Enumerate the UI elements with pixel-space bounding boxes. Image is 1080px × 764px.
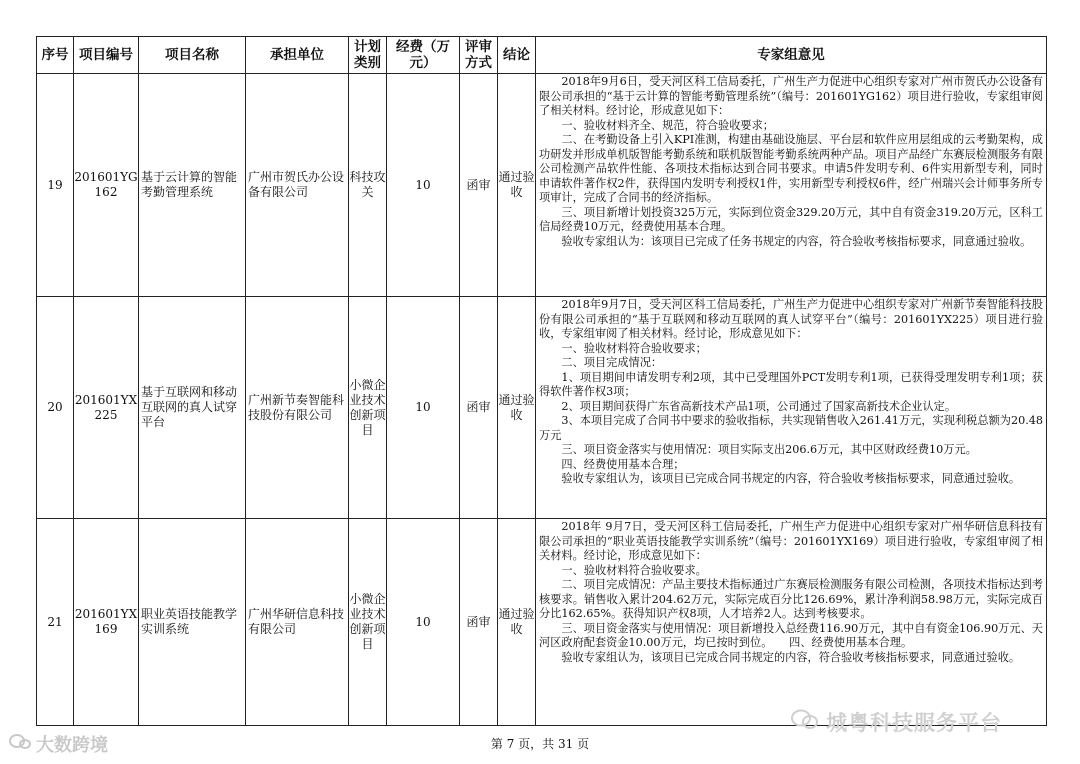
row-review: 函审 <box>460 519 498 726</box>
watermark-left-text: 大数跨境 <box>36 735 108 756</box>
row-seq: 19 <box>37 74 74 297</box>
opinion-paragraph: 验收专家组认为：该项目已完成了任务书规定的内容，符合验收考核指标要求，同意通过验收。 <box>561 234 1032 248</box>
row-funding: 10 <box>387 297 460 519</box>
header-conclusion: 结论 <box>498 37 536 74</box>
row-seq: 21 <box>37 519 74 726</box>
opinion-paragraph: 二、项目完成情况： <box>561 356 663 369</box>
header-funding: 经费（万元） <box>387 37 460 74</box>
opinion-paragraph: 2018年9月6日，受天河区科工信局委托，广州生产力促进中心组织专家对广州市贺氏办公设备有限公司承担的“基于云计算的智能考勤管理系统”（编号：201601YG162）项目进行验收，专家组审阅了相关材料。经讨论，形成意见如下： <box>539 75 1043 117</box>
opinion-paragraph: 2018年9月7日，受天河区科工信局委托，广州生产力促进中心组织专家对广州新节奏智能科技股份有限公司承担的“基于互联网和移动互联网的真人试穿平台”（编号：201601YX225）项目进行验收，专家组审阅了相关材料。经讨论，形成意见如下： <box>539 298 1043 340</box>
header-review: 评审方式 <box>460 37 498 74</box>
header-unit: 承担单位 <box>246 37 349 74</box>
opinion-paragraph: 验收专家组认为，该项目已完成合同书规定的内容，符合验收考核指标要求，同意通过验收。 <box>561 472 1021 485</box>
opinion-paragraph: 三、项目资金落实与使用情况：项目实际支出206.6万元，其中区财政经费10万元。 <box>561 443 977 456</box>
opinion-paragraph: 验收专家组认为，该项目已完成合同书规定的内容，符合验收考核指标要求，同意通过验收。 <box>561 650 1021 664</box>
opinion-paragraph: 一、验收材料符合验收要求。 <box>561 563 707 577</box>
opinion-paragraph: 一、验收材料符合验收要求； <box>561 341 707 355</box>
opinion-paragraph: 二、在考勤设备上引入KPI准测，构建由基础设施层、平台层和软件应用层组成的云考勤架构，成功研发并形成单机版智能考勤系统和联机版智能考勤系统两种产品。项目产品经广东赛辰检测服务有限公司检测产品软件性能、各项技术指标达到合同书要求。申请5件发明专利、6件实用新型专利，同时申请软件著作权2件，获得国内发明专利授权1件，实用新型专利授权6件，经广州瑞兴会计师事务所专项审计，完成了合同书的经济指标。 <box>539 133 1043 204</box>
opinion-paragraph: 3、本项目完成了合同书中要求的验收指标，共实现销售收入261.41万元，实现利税总额为20.48万元 <box>539 414 1043 442</box>
row-seq: 20 <box>37 297 74 519</box>
wechat-icon <box>790 708 820 737</box>
row-unit: 广州市贺氏办公设备有限公司 <box>246 74 349 297</box>
table-row <box>37 297 1047 519</box>
row-code: 201601YX225 <box>74 297 139 519</box>
row-opinion <box>536 297 1047 519</box>
row-opinion <box>536 519 1047 726</box>
opinion-paragraph: 2、项目期间获得广东省高新技术产品1项，公司通过了国家高新技术企业认定。 <box>561 399 957 413</box>
row-name: 基于云计算的智能考勤管理系统 <box>139 74 246 297</box>
row-plan-type: 小微企业技术创新项目 <box>349 519 387 726</box>
table-row <box>37 519 1047 726</box>
row-plan-type: 科技攻关 <box>349 74 387 297</box>
project-acceptance-table <box>36 36 1047 726</box>
opinion-paragraph: 1、项目期间申请发明专利2项，其中已受理国外PCT发明专利1项，已获得受理发明专利1项；获得软件著作权3项； <box>539 370 1043 398</box>
opinion-paragraph: 三、项目新增计划投资325万元，实际到位资金329.20万元，其中自有资金319.20万元，区科工信局经费10万元，经费使用基本合理。 <box>539 205 1043 233</box>
row-plan-type: 小微企业技术创新项目 <box>349 297 387 519</box>
table-row <box>37 74 1047 297</box>
row-funding: 10 <box>387 74 460 297</box>
header-name: 项目名称 <box>139 37 246 74</box>
row-opinion <box>536 74 1047 297</box>
watermark-right-text: 城粤科技服务平台 <box>826 711 1002 735</box>
opinion-paragraph: 二、项目完成情况：产品主要技术指标通过广东赛辰检测服务有限公司检测，各项技术指标达到考核要求。销售收入累计204.62万元，实际完成百分比126.69%，累计净利润58.98万元，实际完成百分比162.65%。获得知识产权8项，人才培养2人。达到考核要求。 <box>539 578 1043 620</box>
row-conclusion: 通过验收 <box>498 74 536 297</box>
header-opinion: 专家组意见 <box>536 37 1047 74</box>
row-code: 201601YG162 <box>74 74 139 297</box>
row-code: 201601YX169 <box>74 519 139 726</box>
opinion-paragraph: 三、项目资金落实与使用情况：项目新增投入总经费116.90万元，其中自有资金106.90万元、天河区政府配套资金10.00万元，均已按时到位。 四、经费使用基本合理。 <box>539 621 1043 649</box>
row-review: 函审 <box>460 297 498 519</box>
header-plan-type: 计划类别 <box>349 37 387 74</box>
watermark-right <box>790 707 1002 737</box>
opinion-paragraph: 四、经费使用基本合理； <box>561 457 685 471</box>
row-name: 基于互联网和移动互联网的真人试穿平台 <box>139 297 246 519</box>
row-conclusion: 通过验收 <box>498 297 536 519</box>
row-unit: 广州新节奏智能科技股份有限公司 <box>246 297 349 519</box>
header-seq: 序号 <box>37 37 74 74</box>
table-header-row <box>37 37 1047 74</box>
row-review: 函审 <box>460 74 498 297</box>
row-funding: 10 <box>387 519 460 726</box>
opinion-paragraph: 一、验收材料齐全、规范，符合验收要求； <box>561 118 774 132</box>
opinion-paragraph: 2018年 9月7日，受天河区科工信局委托，广州生产力促进中心组织专家对广州华研信息科技有限公司承担的“职业英语技能教学实训系统”（编号：201601YX169）项目进行验收，专家组审阅了相关材料。经讨论，形成意见如下： <box>539 520 1043 562</box>
row-unit: 广州华研信息科技有限公司 <box>246 519 349 726</box>
page-footer: 第 7 页，共 31 页 <box>490 737 590 751</box>
header-code: 项目编号 <box>74 37 139 74</box>
row-conclusion: 通过验收 <box>498 519 536 726</box>
row-name: 职业英语技能教学实训系统 <box>139 519 246 726</box>
